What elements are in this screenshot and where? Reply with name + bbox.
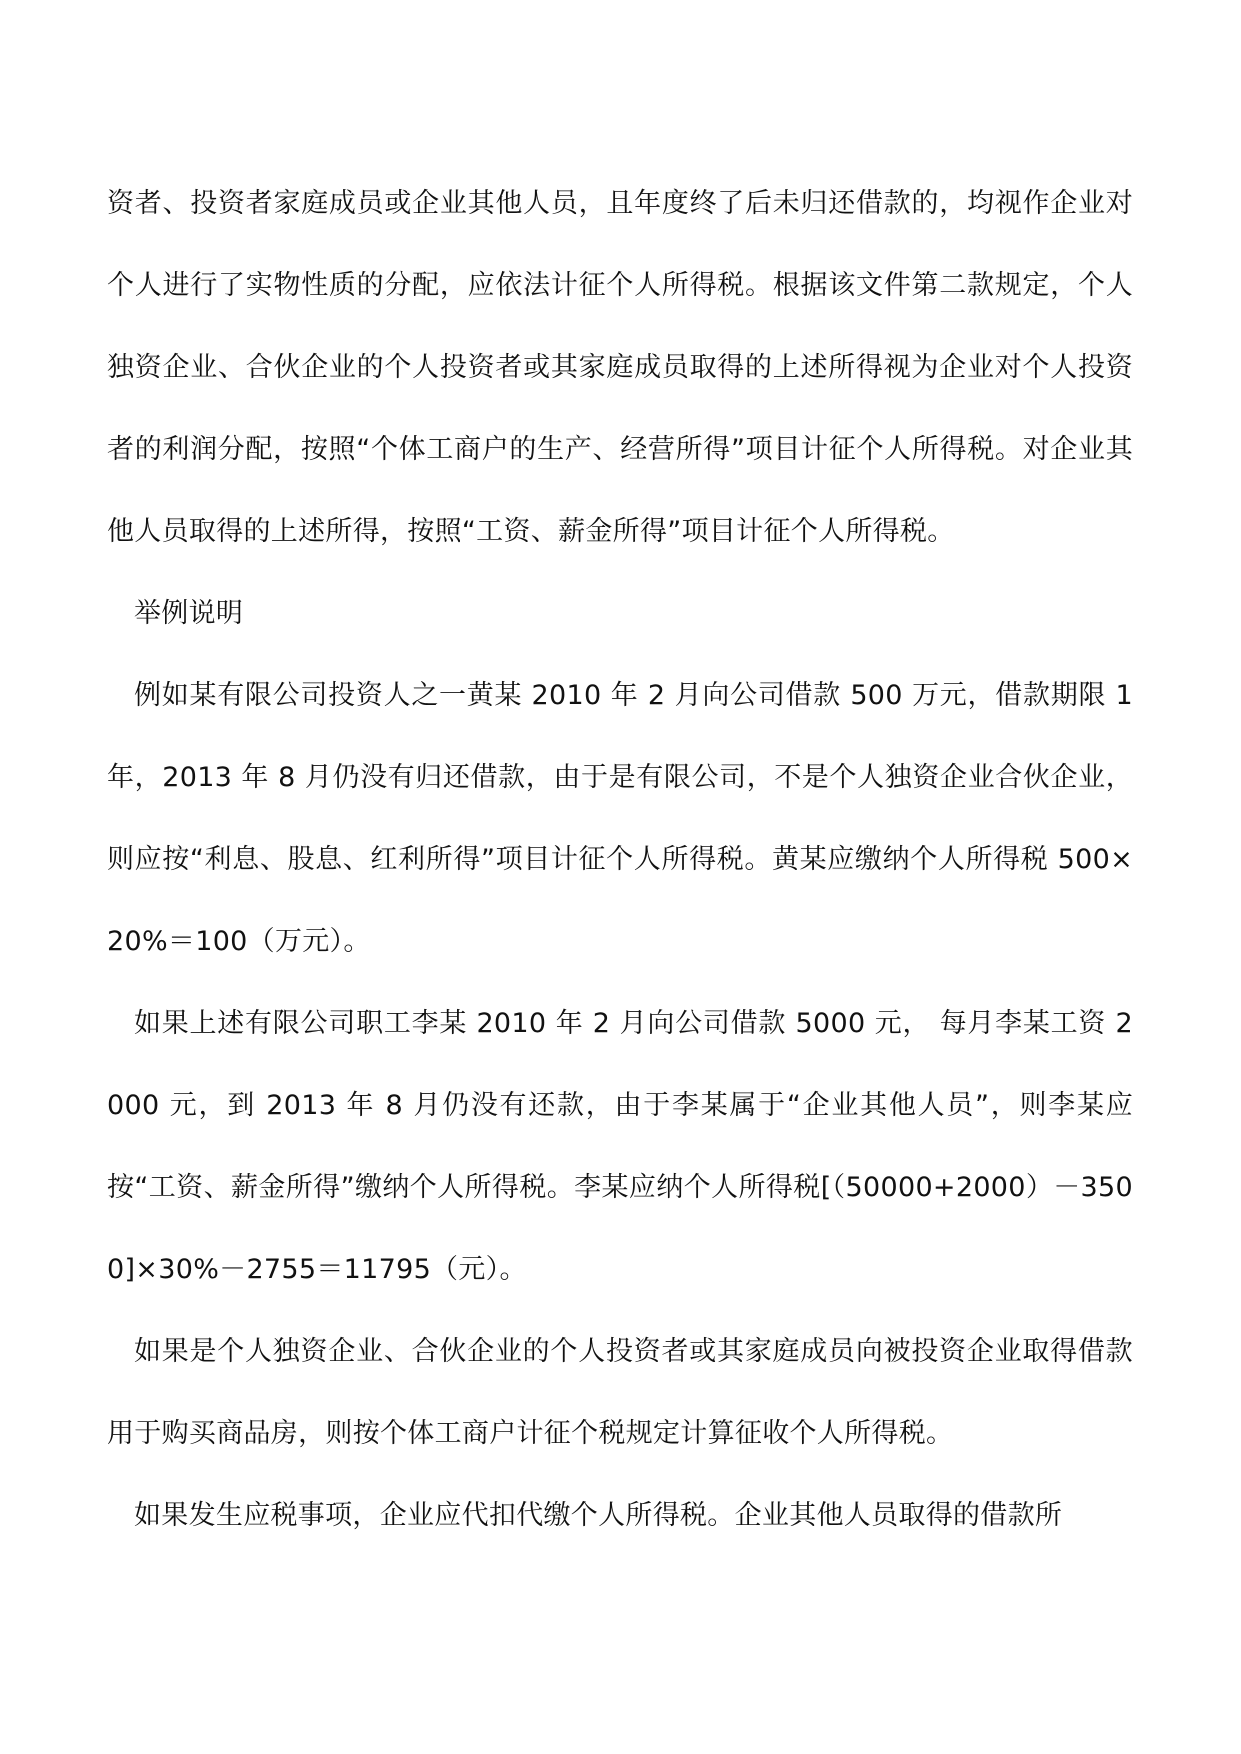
paragraph-example-huang: 例如某有限公司投资人之一黄某 2010 年 2 月向公司借款 500 万元，借款期限 1 年，2013 年 8 月仍没有归还借款，由于是有限公司，不是个人独资企业合伙企业，则应按“利息、股息、红利所得”项目计征个人所得税。黄某应缴纳个人所得税 500×20%＝100（万元）。 <box>107 680 1133 957</box>
paragraph-withholding: 如果发生应税事项，企业应代扣代缴个人所得税。企业其他人员取得的借款所 <box>134 1500 1063 1531</box>
document-body <box>107 163 1133 1557</box>
paragraph-sole-proprietorship: 如果是个人独资企业、合伙企业的个人投资者或其家庭成员向被投资企业取得借款用于购买商品房，则按个体工商户计征个税规定计算征收个人所得税。 <box>107 1336 1133 1449</box>
paragraph-tax-rule-continuation: 资者、投资者家庭成员或企业其他人员，且年度终了后未归还借款的，均视作企业对个人进行了实物性质的分配，应依法计征个人所得税。根据该文件第二款规定，个人独资企业、合伙企业的个人投资者或其家庭成员取得的上述所得视为企业对个人投资者的利润分配，按照“个体工商户的生产、经营所得”项目计征个人所得税。对企业其他人员取得的上述所得，按照“工资、薪金所得”项目计征个人所得税。 <box>107 188 1133 547</box>
paragraph-example-heading: 举例说明 <box>134 598 244 629</box>
paragraph-example-li: 如果上述有限公司职工李某 2010 年 2 月向公司借款 5000 元， 每月李某工资 2000 元，到 2013 年 8 月仍没有还款，由于李某属于“企业其他人员”，则李某应按“工资、薪金所得”缴纳个人所得税。李某应纳个人所得税[（50000+2000）－3500]×30%－2755＝11795（元）。 <box>107 1008 1133 1285</box>
